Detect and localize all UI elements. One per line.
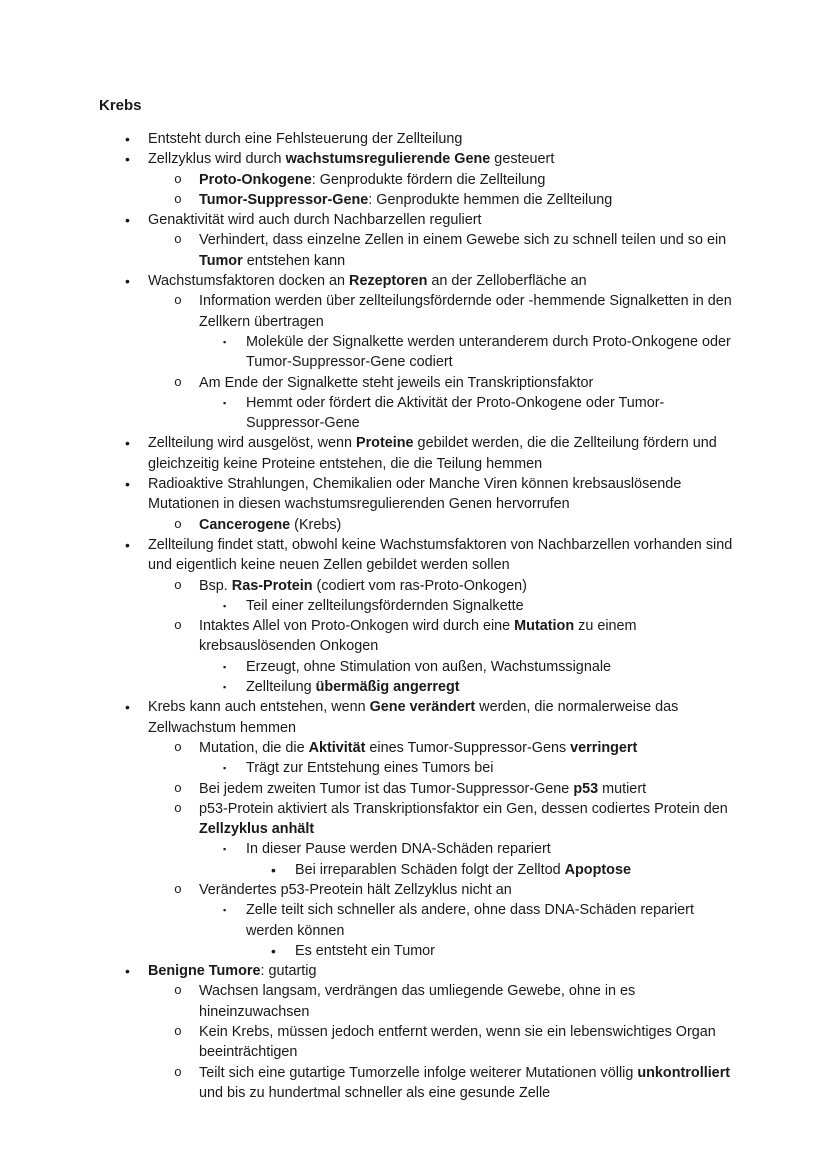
text-segment: : Genprodukte hemmen die Zellteilung xyxy=(368,191,613,208)
list-item-text xyxy=(148,435,717,471)
bold-text-segment: wachstumsregulierende Gene xyxy=(285,151,491,168)
text-segment: und bis zu hundertmal schneller als eine gesunde Zelle xyxy=(199,1084,551,1101)
text-segment: Zellteilung findet statt, obwohl keine Wachstumsfaktoren von Nachbarzellen vorhanden sind und eigentlich keine neuen Zellen gebildet werden sollen xyxy=(148,536,733,574)
bullet-marker-icon: ▪ xyxy=(223,763,227,774)
bold-text-segment: Benigne Tumore xyxy=(148,963,261,980)
bold-text-segment: Mutation xyxy=(514,618,575,635)
list-item xyxy=(99,474,735,515)
bullet-marker-icon: o xyxy=(174,739,182,755)
list-item-text xyxy=(199,801,728,837)
bullet-marker-icon: • xyxy=(271,861,276,878)
text-segment: gebildet werden, die die Zellteilung fördern und gleichzeitig keine Proteine entstehen, die die Teilung hemmen xyxy=(148,435,717,472)
list-item-text xyxy=(246,760,493,776)
text-segment: (Krebs) xyxy=(290,516,342,533)
list-item-text xyxy=(199,293,732,329)
text-segment: Intaktes Allel von Proto-Onkogen wird durch eine xyxy=(199,618,515,635)
list-item-text xyxy=(199,232,726,268)
list-item-text xyxy=(199,192,612,208)
list-item xyxy=(99,230,735,271)
text-segment: mutiert xyxy=(598,780,647,797)
text-segment: Teilt sich eine gutartige Tumorzelle infolge weiterer Mutationen völlig xyxy=(199,1064,638,1081)
bullet-marker-icon: ▪ xyxy=(223,844,227,855)
list-item xyxy=(99,799,735,840)
list-item xyxy=(99,210,735,230)
text-segment: In dieser Pause werden DNA-Schäden repariert xyxy=(246,841,551,858)
list-item-text xyxy=(246,902,694,938)
text-segment: Zellteilung wird ausgelöst, wenn xyxy=(148,435,356,452)
list-item xyxy=(99,941,735,961)
text-segment: : gutartig xyxy=(260,963,317,980)
list-item-text xyxy=(199,1024,716,1060)
bullet-marker-icon: ▪ xyxy=(223,905,227,916)
bullet-marker-icon: o xyxy=(174,516,182,532)
list-item xyxy=(99,149,735,169)
bullet-marker-icon: ▪ xyxy=(223,397,227,408)
list-item xyxy=(99,1063,735,1104)
list-item xyxy=(99,697,735,738)
bullet-marker-icon: o xyxy=(174,618,182,634)
bold-text-segment: übermäßig angerregt xyxy=(315,679,460,696)
text-segment: Verändertes p53-Preotein hält Zellzyklus nicht an xyxy=(199,881,512,898)
list-item-text xyxy=(148,131,462,147)
text-segment: entstehen kann xyxy=(242,252,346,269)
text-segment: Es entsteht ein Tumor xyxy=(295,942,435,959)
list-item-text xyxy=(148,537,732,573)
text-segment: Zellteilung xyxy=(246,679,316,696)
text-segment: Erzeugt, ohne Stimulation von außen, Wachstumssignale xyxy=(246,658,612,675)
list-item-text xyxy=(199,983,635,1019)
bold-text-segment: verringert xyxy=(570,739,638,756)
text-segment: Am Ende der Signalkette steht jeweils ein Transkriptionsfaktor xyxy=(199,374,594,391)
text-segment: Genaktivität wird auch durch Nachbarzellen reguliert xyxy=(148,212,482,229)
bullet-marker-icon: o xyxy=(174,293,182,309)
list-item xyxy=(99,900,735,941)
list-item-text xyxy=(246,659,611,675)
list-item xyxy=(99,596,735,616)
bullet-marker-icon: o xyxy=(174,983,182,999)
bold-text-segment: Ras-Protein xyxy=(231,577,313,594)
list-item xyxy=(99,535,735,576)
text-segment: werden, die normalerweise das Zellwachstum hemmen xyxy=(148,699,679,736)
bullet-marker-icon: • xyxy=(125,699,130,716)
bullet-marker-icon: o xyxy=(174,374,182,390)
bold-text-segment: Aktivität xyxy=(308,739,366,756)
list-item-text xyxy=(199,375,593,391)
list-item xyxy=(99,677,735,697)
text-segment: Hemmt oder fördert die Aktivität der Proto-Onkogene oder Tumor-Suppressor-Gene xyxy=(246,394,665,432)
bold-text-segment: Apoptose xyxy=(564,861,631,878)
list-item-text xyxy=(199,172,545,188)
text-segment: Bsp. xyxy=(199,577,232,594)
text-segment: Bei irreparablen Schäden folgt der Zelltod xyxy=(295,861,565,878)
list-item xyxy=(99,515,735,535)
list-item xyxy=(99,981,735,1022)
text-segment: Wachsen langsam, verdrängen das umliegende Gewebe, ohne in es hineinzuwachsen xyxy=(199,983,636,1020)
list-item xyxy=(99,738,735,758)
list-item-text xyxy=(148,476,681,512)
text-segment: Mutation, die die xyxy=(199,739,309,756)
bold-text-segment: unkontrolliert xyxy=(637,1064,731,1081)
bullet-marker-icon: • xyxy=(125,435,130,452)
list-item xyxy=(99,860,735,880)
list-item xyxy=(99,779,735,799)
list-item-text xyxy=(199,882,512,898)
bullet-marker-icon: • xyxy=(125,476,130,493)
bullet-marker-icon: • xyxy=(125,151,130,168)
list-item-text xyxy=(199,740,637,756)
text-segment: eines Tumor-Suppressor-Gens xyxy=(365,739,571,756)
text-segment: Zellzyklus wird durch xyxy=(148,151,286,168)
list-item xyxy=(99,758,735,778)
bold-text-segment: Tumor xyxy=(199,252,243,269)
text-segment: Information werden über zellteilungsfördernde oder -hemmende Signalketten in den Zellkern übertragen xyxy=(199,293,732,330)
list-item-text xyxy=(246,841,551,857)
list-item-text xyxy=(199,578,527,594)
bullet-marker-icon: o xyxy=(174,881,182,897)
list-item-text xyxy=(199,1065,730,1101)
text-segment: Kein Krebs, müssen jedoch entfernt werden, wenn sie ein lebenswichtiges Organ beeinträchtigen xyxy=(199,1024,716,1061)
list-item-text xyxy=(199,781,646,797)
list-item-text xyxy=(246,679,460,695)
bullet-marker-icon: ▪ xyxy=(223,600,227,611)
bold-text-segment: Proto-Onkogene xyxy=(199,171,312,188)
list-item xyxy=(99,1022,735,1063)
bold-text-segment: Gene verändert xyxy=(369,699,476,716)
text-segment: an der Zelloberfläche an xyxy=(427,273,587,290)
list-item xyxy=(99,190,735,210)
list-item-text xyxy=(295,943,435,959)
bullet-marker-icon: o xyxy=(174,171,182,187)
bullet-marker-icon: o xyxy=(174,577,182,593)
bullet-marker-icon: o xyxy=(174,191,182,207)
list-item-text xyxy=(148,699,678,735)
text-segment: Krebs kann auch entstehen, wenn xyxy=(148,699,370,716)
bullet-marker-icon: ▪ xyxy=(223,661,227,672)
text-segment: (codiert vom ras-Proto-Onkogen) xyxy=(312,577,527,594)
text-segment: Zelle teilt sich schneller als andere, ohne dass DNA-Schäden repariert werden können xyxy=(246,902,694,939)
list-item-text xyxy=(148,151,554,167)
bold-text-segment: Cancerogene xyxy=(199,516,291,533)
bullet-marker-icon: • xyxy=(125,536,130,553)
list-item xyxy=(99,657,735,677)
list-item-text xyxy=(148,212,482,228)
bullet-list xyxy=(99,129,735,1103)
list-item-text xyxy=(246,395,664,431)
bullet-marker-icon: o xyxy=(174,232,182,248)
list-item-text xyxy=(199,517,341,533)
bold-text-segment: Tumor-Suppressor-Gene xyxy=(199,191,369,208)
list-item-text xyxy=(148,963,316,979)
text-segment: : Genprodukte fördern die Zellteilung xyxy=(311,171,546,188)
text-segment: Wachstumsfaktoren docken an xyxy=(148,273,350,290)
list-item-text xyxy=(246,334,731,370)
list-item-text xyxy=(295,862,631,878)
list-item-text xyxy=(246,598,524,614)
list-item xyxy=(99,393,735,434)
list-item-text xyxy=(199,618,637,654)
bullet-marker-icon: o xyxy=(174,800,182,816)
text-segment: zu einem krebsauslösenden Onkogen xyxy=(199,618,637,655)
bullet-marker-icon: • xyxy=(125,273,130,290)
list-item xyxy=(99,332,735,373)
page-title: Krebs xyxy=(99,97,142,114)
bullet-marker-icon: o xyxy=(174,1064,182,1080)
text-segment: Radioaktive Strahlungen, Chemikalien oder Manche Viren können krebsauslösende Mutationen in diesen wachstumsregulierenden Genen hervorrufen xyxy=(148,476,682,513)
list-item xyxy=(99,961,735,981)
list-item xyxy=(99,129,735,149)
text-segment: Moleküle der Signalkette werden unteranderem durch Proto-Onkogene oder Tumor-Suppressor-Gene codiert xyxy=(246,333,731,371)
list-item xyxy=(99,271,735,291)
list-item xyxy=(99,880,735,900)
list-item-text xyxy=(148,273,587,289)
bullet-marker-icon: ▪ xyxy=(223,336,227,347)
text-segment: p53-Protein aktiviert als Transkriptionsfaktor ein Gen, dessen codiertes Protein den xyxy=(199,800,728,817)
bullet-marker-icon: o xyxy=(174,1024,182,1040)
text-segment: Trägt zur Entstehung eines Tumors bei xyxy=(246,760,494,777)
text-segment: gesteuert xyxy=(490,151,555,168)
list-item xyxy=(99,170,735,190)
bullet-marker-icon: • xyxy=(125,212,130,229)
list-item xyxy=(99,616,735,657)
bullet-marker-icon: ▪ xyxy=(223,682,227,693)
text-segment: Bei jedem zweiten Tumor ist das Tumor-Suppressor-Gene xyxy=(199,780,574,797)
list-item xyxy=(99,373,735,393)
bold-text-segment: p53 xyxy=(573,780,599,797)
bold-text-segment: Zellzyklus anhält xyxy=(199,821,315,838)
list-item xyxy=(99,433,735,474)
list-item xyxy=(99,576,735,596)
list-item xyxy=(99,839,735,859)
text-segment: Teil einer zellteilungsfördernden Signalkette xyxy=(246,597,524,614)
list-item xyxy=(99,291,735,332)
bullet-marker-icon: o xyxy=(174,780,182,796)
bold-text-segment: Rezeptoren xyxy=(349,273,428,290)
bullet-marker-icon: • xyxy=(271,942,276,959)
bullet-marker-icon: • xyxy=(125,131,130,147)
bold-text-segment: Proteine xyxy=(355,435,414,452)
bullet-marker-icon: • xyxy=(125,963,130,980)
text-segment: Entsteht durch eine Fehlsteuerung der Zellteilung xyxy=(148,131,463,147)
text-segment: Verhindert, dass einzelne Zellen in einem Gewebe sich zu schnell teilen und so ein xyxy=(199,232,727,249)
